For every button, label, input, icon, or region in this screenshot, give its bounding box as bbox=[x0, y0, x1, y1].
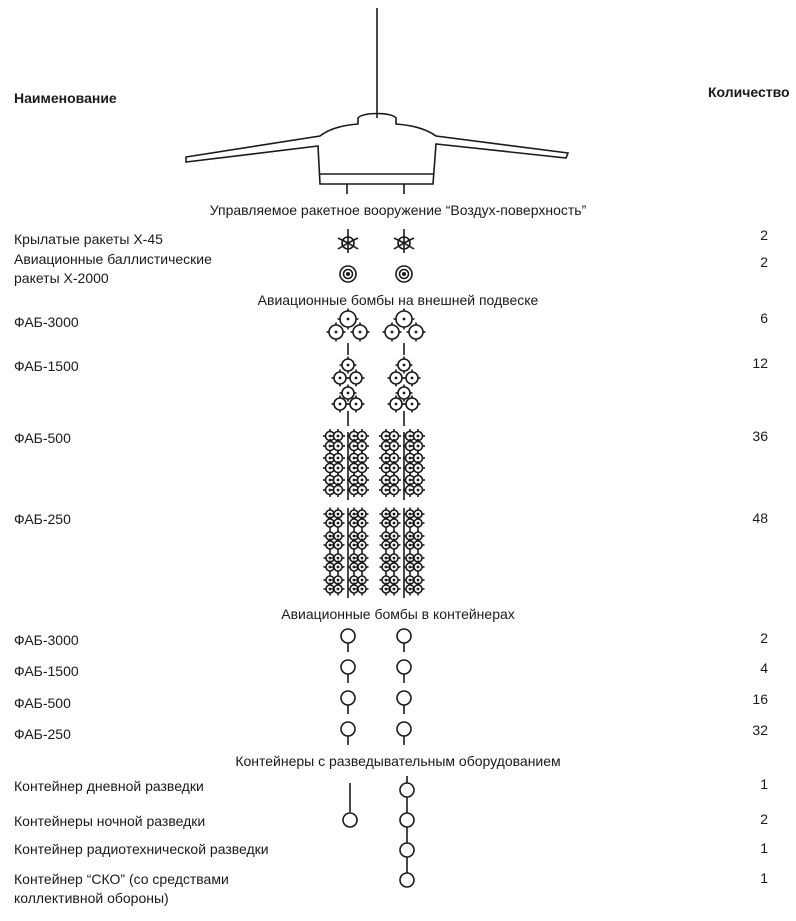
bomb-center-dot bbox=[361, 435, 364, 438]
bomb-center-dot bbox=[337, 557, 340, 560]
bomb-center-dot bbox=[385, 513, 388, 516]
bomb-center-dot bbox=[417, 435, 420, 438]
quantity-column-header: Количество bbox=[708, 84, 790, 100]
row-name: ФАБ-3000 bbox=[14, 314, 79, 330]
bomb-center-dot bbox=[417, 467, 420, 470]
bomb-center-dot bbox=[337, 535, 340, 538]
row-qty: 48 bbox=[752, 510, 768, 526]
recon-pod-icon bbox=[400, 783, 414, 797]
bomb-center-dot bbox=[361, 479, 364, 482]
bomb-center-dot bbox=[361, 579, 364, 582]
bomb-container-icon bbox=[397, 722, 411, 736]
row-qty: 2 bbox=[760, 811, 768, 827]
bomb-center-dot bbox=[353, 579, 356, 582]
row-qty: 36 bbox=[752, 428, 768, 444]
row-name: ФАБ-250 bbox=[14, 511, 71, 527]
bomb-center-dot bbox=[353, 566, 356, 569]
bomb-center-dot bbox=[353, 467, 356, 470]
bomb-center-dot bbox=[393, 445, 396, 448]
recon-pod-icon bbox=[400, 843, 414, 857]
section-title-recon-containers: Контейнеры с разведывательным оборудованием bbox=[235, 753, 561, 769]
row-name: ФАБ-250 bbox=[14, 726, 71, 742]
bomb-center-dot bbox=[385, 557, 388, 560]
bomb-center-dot bbox=[361, 513, 364, 516]
bomb-center-dot bbox=[359, 331, 362, 334]
bomb-center-dot bbox=[393, 522, 396, 525]
bomb-center-dot bbox=[353, 479, 356, 482]
bomb-center-dot bbox=[393, 489, 396, 492]
bomb-center-dot bbox=[353, 544, 356, 547]
bomb-center-dot bbox=[393, 479, 396, 482]
bomb-center-dot bbox=[329, 513, 332, 516]
bomb-center-dot bbox=[409, 579, 412, 582]
bomb-center-dot bbox=[353, 522, 356, 525]
recon-pod-icon bbox=[400, 873, 414, 887]
bomb-center-dot bbox=[355, 403, 358, 406]
row-qty: 12 bbox=[752, 355, 768, 371]
ballistic-missile-core bbox=[346, 272, 350, 276]
bomb-center-dot bbox=[353, 557, 356, 560]
bomb-center-dot bbox=[337, 588, 340, 591]
bomb-center-dot bbox=[385, 588, 388, 591]
bomb-center-dot bbox=[361, 522, 364, 525]
bomb-container-icon bbox=[341, 722, 355, 736]
bomb-center-dot bbox=[347, 392, 350, 395]
bomb-container-icon bbox=[341, 629, 355, 643]
row-name: Контейнеры ночной разведки bbox=[14, 813, 206, 829]
row-name: ФАБ-500 bbox=[14, 695, 71, 711]
bomb-center-dot bbox=[353, 535, 356, 538]
bomb-center-dot bbox=[337, 566, 340, 569]
bomb-center-dot bbox=[337, 467, 340, 470]
bomb-center-dot bbox=[385, 535, 388, 538]
recon-pod-icon bbox=[343, 813, 357, 827]
bomb-center-dot bbox=[409, 435, 412, 438]
bomb-center-dot bbox=[385, 467, 388, 470]
bomb-center-dot bbox=[385, 579, 388, 582]
bomb-center-dot bbox=[415, 331, 418, 334]
bomb-center-dot bbox=[337, 435, 340, 438]
bomb-center-dot bbox=[409, 489, 412, 492]
row-qty: 16 bbox=[752, 691, 768, 707]
bomb-center-dot bbox=[361, 457, 364, 460]
bomb-center-dot bbox=[411, 403, 414, 406]
section-title-container-bombs: Авиационные бомбы в контейнерах bbox=[281, 606, 515, 622]
bomb-center-dot bbox=[409, 566, 412, 569]
row-qty: 32 bbox=[752, 722, 768, 738]
bomb-center-dot bbox=[393, 467, 396, 470]
bomb-center-dot bbox=[337, 513, 340, 516]
bomb-center-dot bbox=[329, 489, 332, 492]
bomb-center-dot bbox=[337, 522, 340, 525]
bomb-center-dot bbox=[329, 544, 332, 547]
bomb-center-dot bbox=[417, 544, 420, 547]
bomb-center-dot bbox=[393, 457, 396, 460]
bomb-center-dot bbox=[355, 377, 358, 380]
bomb-center-dot bbox=[329, 467, 332, 470]
bomb-center-dot bbox=[385, 489, 388, 492]
row-qty: 1 bbox=[760, 840, 768, 856]
bomb-center-dot bbox=[361, 535, 364, 538]
bomb-center-dot bbox=[417, 588, 420, 591]
bomb-center-dot bbox=[393, 544, 396, 547]
bomb-center-dot bbox=[329, 479, 332, 482]
bomb-center-dot bbox=[329, 522, 332, 525]
bomb-center-dot bbox=[337, 579, 340, 582]
bomb-center-dot bbox=[417, 479, 420, 482]
bomb-center-dot bbox=[393, 535, 396, 538]
bomb-center-dot bbox=[391, 331, 394, 334]
bomb-center-dot bbox=[403, 318, 406, 321]
bomb-center-dot bbox=[417, 557, 420, 560]
bomb-center-dot bbox=[361, 544, 364, 547]
bomb-center-dot bbox=[353, 457, 356, 460]
bomb-center-dot bbox=[409, 513, 412, 516]
bomb-center-dot bbox=[329, 445, 332, 448]
row-name: Контейнер радиотехнической разведки bbox=[14, 841, 269, 857]
bomb-center-dot bbox=[393, 557, 396, 560]
row-name: Контейнер “СКО” (со средствами коллективной обороны) bbox=[14, 871, 229, 906]
bomb-center-dot bbox=[417, 522, 420, 525]
row-name: ФАБ-1500 bbox=[14, 358, 79, 374]
bomb-center-dot bbox=[409, 467, 412, 470]
bomb-center-dot bbox=[409, 479, 412, 482]
bomb-center-dot bbox=[417, 457, 420, 460]
bomb-center-dot bbox=[395, 403, 398, 406]
bomb-center-dot bbox=[393, 566, 396, 569]
bomb-center-dot bbox=[353, 588, 356, 591]
row-name: Контейнер дневной разведки bbox=[14, 778, 204, 794]
bomb-center-dot bbox=[329, 588, 332, 591]
bomb-center-dot bbox=[361, 557, 364, 560]
row-qty: 2 bbox=[760, 254, 768, 270]
bomb-center-dot bbox=[385, 544, 388, 547]
bomb-center-dot bbox=[353, 513, 356, 516]
bomb-center-dot bbox=[393, 435, 396, 438]
row-qty: 6 bbox=[760, 310, 768, 326]
bomb-center-dot bbox=[347, 364, 350, 367]
row-name: ФАБ-3000 bbox=[14, 632, 79, 648]
bomb-center-dot bbox=[361, 566, 364, 569]
bomb-center-dot bbox=[337, 457, 340, 460]
bomb-center-dot bbox=[353, 489, 356, 492]
bomb-center-dot bbox=[385, 522, 388, 525]
bomb-center-dot bbox=[409, 457, 412, 460]
bomb-container-icon bbox=[397, 660, 411, 674]
bomb-container-icon bbox=[397, 691, 411, 705]
bomb-center-dot bbox=[385, 479, 388, 482]
bomb-center-dot bbox=[395, 377, 398, 380]
row-name: ФАБ-1500 bbox=[14, 663, 79, 679]
bomb-center-dot bbox=[417, 579, 420, 582]
bomb-center-dot bbox=[361, 588, 364, 591]
section-title-external-bombs: Авиационные бомбы на внешней подвеске bbox=[257, 292, 539, 308]
row-name: ФАБ-500 bbox=[14, 430, 71, 446]
bomb-center-dot bbox=[337, 445, 340, 448]
bomb-center-dot bbox=[353, 435, 356, 438]
section-title-guided-missiles: Управляемое ракетное вооружение “Воздух-поверхность” bbox=[209, 202, 587, 218]
bomb-center-dot bbox=[409, 445, 412, 448]
bomb-center-dot bbox=[361, 445, 364, 448]
bomb-center-dot bbox=[347, 318, 350, 321]
bomb-center-dot bbox=[417, 513, 420, 516]
bomb-center-dot bbox=[329, 566, 332, 569]
bomb-center-dot bbox=[329, 579, 332, 582]
row-qty: 2 bbox=[760, 227, 768, 243]
bomb-center-dot bbox=[417, 566, 420, 569]
bomb-container-icon bbox=[341, 660, 355, 674]
bomb-center-dot bbox=[337, 479, 340, 482]
bomb-center-dot bbox=[417, 489, 420, 492]
bomb-center-dot bbox=[329, 535, 332, 538]
bomb-center-dot bbox=[329, 435, 332, 438]
bomb-center-dot bbox=[385, 445, 388, 448]
bomb-center-dot bbox=[329, 557, 332, 560]
aircraft-front-view-icon bbox=[186, 8, 568, 194]
bomb-center-dot bbox=[403, 364, 406, 367]
row-qty: 1 bbox=[760, 776, 768, 792]
ballistic-missile-core bbox=[402, 272, 406, 276]
bomb-container-icon bbox=[397, 629, 411, 643]
bomb-center-dot bbox=[337, 544, 340, 547]
name-column-header: Наименование bbox=[14, 90, 117, 106]
row-qty: 2 bbox=[760, 630, 768, 646]
bomb-center-dot bbox=[393, 588, 396, 591]
bomb-center-dot bbox=[417, 535, 420, 538]
row-qty: 1 bbox=[760, 870, 768, 886]
bomb-center-dot bbox=[403, 392, 406, 395]
bomb-center-dot bbox=[409, 535, 412, 538]
bomb-center-dot bbox=[353, 445, 356, 448]
recon-pod-icon bbox=[400, 813, 414, 827]
bomb-center-dot bbox=[329, 457, 332, 460]
bomb-container-icon bbox=[341, 691, 355, 705]
bomb-center-dot bbox=[335, 331, 338, 334]
bomb-center-dot bbox=[385, 457, 388, 460]
row-name: Авиационные баллистические ракеты Х-2000 bbox=[14, 251, 212, 286]
bomb-center-dot bbox=[339, 403, 342, 406]
bomb-center-dot bbox=[417, 445, 420, 448]
bomb-center-dot bbox=[361, 467, 364, 470]
bomb-center-dot bbox=[409, 557, 412, 560]
bomb-center-dot bbox=[361, 489, 364, 492]
bomb-center-dot bbox=[393, 579, 396, 582]
bomb-center-dot bbox=[339, 377, 342, 380]
bomb-center-dot bbox=[409, 522, 412, 525]
row-qty: 4 bbox=[760, 660, 768, 676]
bomb-center-dot bbox=[385, 435, 388, 438]
bomb-center-dot bbox=[409, 588, 412, 591]
row-name: Крылатые ракеты Х-45 bbox=[14, 231, 163, 247]
bomb-center-dot bbox=[409, 544, 412, 547]
bomb-center-dot bbox=[411, 377, 414, 380]
bomb-center-dot bbox=[337, 489, 340, 492]
bomb-center-dot bbox=[393, 513, 396, 516]
bomb-center-dot bbox=[385, 566, 388, 569]
